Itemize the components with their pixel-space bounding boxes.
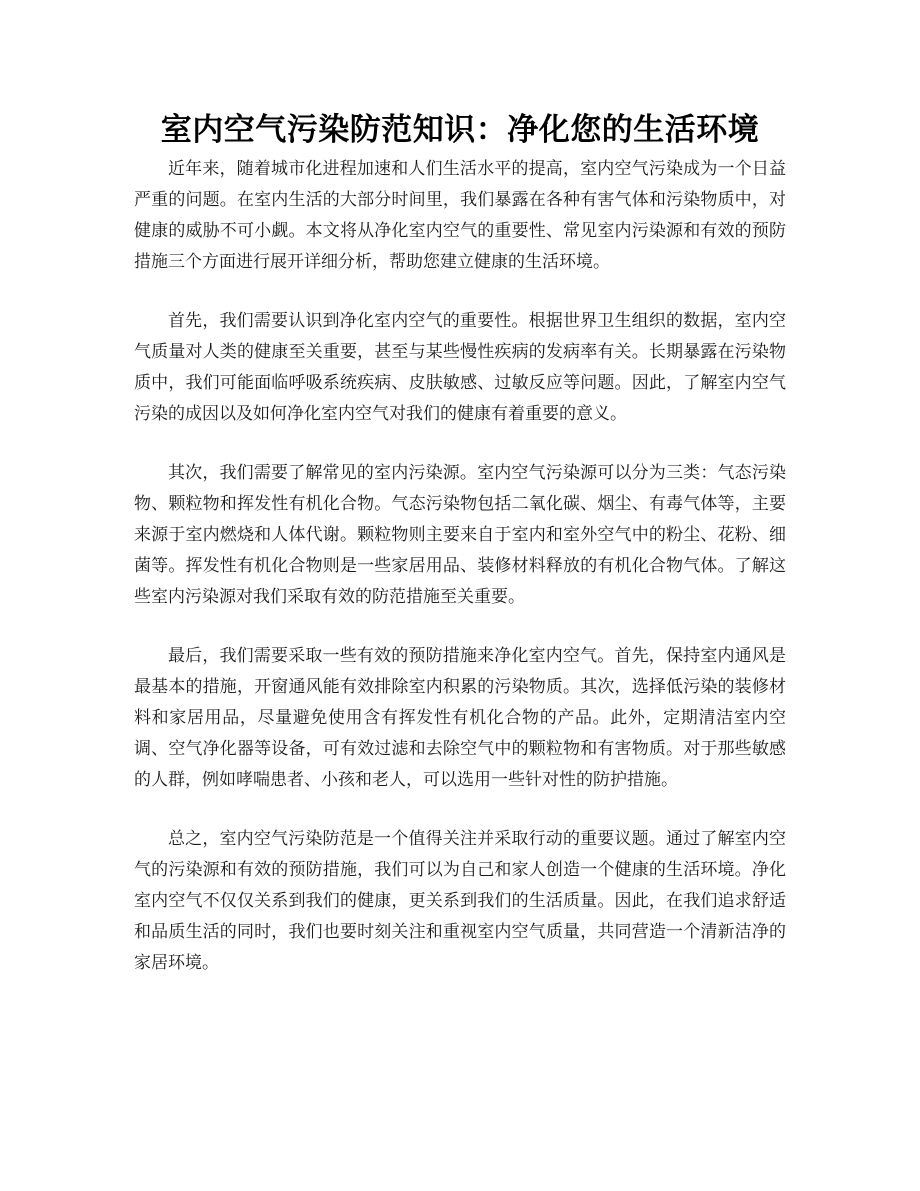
document-title: 室内空气污染防范知识：净化您的生活环境 bbox=[160, 112, 760, 148]
paragraph-intro: 近年来，随着城市化进程加速和人们生活水平的提高，室内空气污染成为一个日益严重的问题。在室内生活的大部分时间里，我们暴露在各种有害气体和污染物质中，对健康的威胁不可小觑。本文将从净化室内空气的重要性、常见室内污染源和有效的预防措施三个方面进行展开详细分析，帮助您建立健康的生活环境。 bbox=[134, 159, 786, 272]
paragraph-conclusion: 总之，室内空气污染防范是一个值得关注并采取行动的重要议题。通过了解室内空气的污染源和有效的预防措施，我们可以为自己和家人创造一个健康的生活环境。净化室内空气不仅仅关系到我们的健康，更关系到我们的生活质量。因此，在我们追求舒适和品质生活的同时，我们也要时刻关注和重视室内空气质量，共同营造一个清新洁净的家居环境。 bbox=[134, 829, 786, 973]
paragraph-prevention: 最后，我们需要采取一些有效的预防措施来净化室内空气。首先，保持室内通风是最基本的措施，开窗通风能有效排除室内积累的污染物质。其次，选择低污染的装修材料和家居用品，尽量避免使用含有挥发性有机化合物的产品。此外，定期清洁室内空调、空气净化器等设备，可有效过滤和去除空气中的颗粒物和有害物质。对于那些敏感的人群，例如哮喘患者、小孩和老人，可以选用一些针对性的防护措施。 bbox=[134, 646, 786, 790]
document-body bbox=[134, 154, 786, 1007]
paragraph-importance: 首先，我们需要认识到净化室内空气的重要性。根据世界卫生组织的数据，室内空气质量对人类的健康至关重要，甚至与某些慢性疾病的发病率有关。长期暴露在污染物质中，我们可能面临呼吸系统疾病、皮肤敏感、过敏反应等问题。因此，了解室内空气污染的成因以及如何净化室内空气对我们的健康有着重要的意义。 bbox=[134, 311, 786, 424]
paragraph-pollution-sources: 其次，我们需要了解常见的室内污染源。室内空气污染源可以分为三类：气态污染物、颗粒物和挥发性有机化合物。气态污染物包括二氧化碳、烟尘、有毒气体等，主要来源于室内燃烧和人体代谢。颗粒物则主要来自于室内和室外空气中的粉尘、花粉、细菌等。挥发性有机化合物则是一些家居用品、装修材料释放的有机化合物气体。了解这些室内污染源对我们采取有效的防范措施至关重要。 bbox=[134, 463, 786, 607]
